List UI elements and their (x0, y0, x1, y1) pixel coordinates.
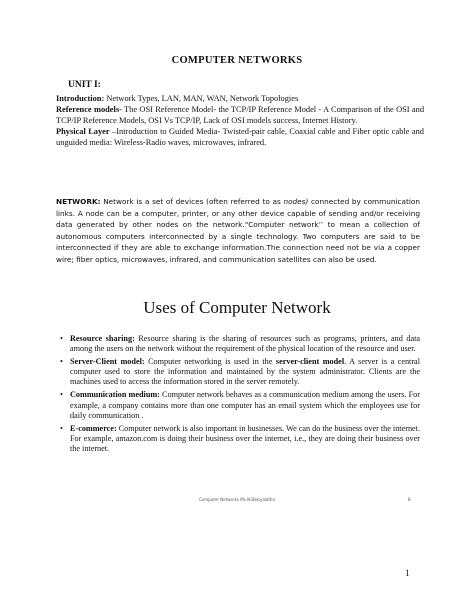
list-item (60, 390, 420, 420)
network-definition (56, 196, 420, 266)
footer-text: Computer Networks Ms.N.Bakiyalatha (199, 497, 275, 502)
ref-text: The OSI Reference Model- the TCP/IP Reference Model - A Comparison of the OSI and TCP/IP Reference Models, OSI Vs TCP/IP, Lack of OSI models success, Internet History. (56, 105, 425, 126)
item-text: Computer network behaves as a communication medium among the users. For example, a company contains more than one computer has an email system which the employees use for daily communication . (70, 390, 420, 420)
network-text-a: Network is a set of devices (often referred to as (100, 197, 284, 206)
syllabus-physical-layer (56, 126, 424, 148)
footer-number: 8 (408, 497, 411, 502)
item-text: Computer network is also important in businesses. We can do the business over the internet. For example, amazon.com is doing their business over the internet, i.e., they are doing their business over the internet. (70, 423, 420, 453)
item-text: Computer networking is used in the (144, 357, 276, 367)
syllabus-block (56, 93, 424, 148)
list-item (60, 357, 420, 387)
item-text: . A server is a central computer used to store the information and maintained by the system administrator. Clients are the machines used to access the information stored in the server remotely. (70, 357, 420, 387)
phys-text: –Introduction to Guided Media- Twisted-pair cable, Coaxial cable and Fiber optic cable and unguided media: Wireless-Radio waves, microwaves, infrared. (56, 127, 424, 148)
syllabus-introduction (56, 93, 424, 104)
list-item (60, 424, 420, 454)
network-text-b: connected by communication links. A node can be a computer, printer, or any other device capable of sending and/or receiving data generated by other nodes on the network.“Computer network’’ to mean a collection of autonomous computers interconnected by a single technology. Two computers are said to be interconnected if they are able to exchange information.The connection need not be via a copper wire; fiber optics, microwaves, infrared, and communication satellites can also be used. (56, 197, 420, 264)
item-label: Communication medium: (70, 390, 160, 400)
item-text: Resource sharing is the sharing of resources such as programs, printers, and data among the users on the network without the requirement of the physical location of the resource and user. (70, 334, 420, 354)
intro-label: Introduction: (56, 94, 105, 103)
intro-text: Network Types, LAN, MAN, WAN, Network Topologies (104, 94, 299, 103)
phys-label: Physical Layer (56, 127, 110, 137)
bullet-icon: • (60, 334, 63, 343)
item-bold: server-client model (275, 357, 345, 367)
item-label: Resource sharing: (70, 334, 135, 343)
uses-list (60, 334, 420, 457)
syllabus-reference-models (56, 104, 424, 126)
network-italic: nodes) (283, 197, 309, 206)
unit-heading: UNIT I: (68, 80, 101, 90)
ref-label: Reference models- (56, 105, 122, 115)
network-label: NETWORK: (56, 197, 101, 206)
list-item (60, 334, 420, 354)
uses-heading: Uses of Computer Network (143, 298, 331, 317)
item-label: E-commerce: (70, 423, 117, 433)
item-label: Server-Client model: (70, 357, 145, 367)
page-number: 1 (405, 568, 410, 578)
page-title: COMPUTER NETWORKS (171, 55, 303, 66)
bullet-icon: • (60, 390, 63, 400)
bullet-icon: • (60, 357, 63, 367)
bullet-icon: • (60, 423, 63, 433)
